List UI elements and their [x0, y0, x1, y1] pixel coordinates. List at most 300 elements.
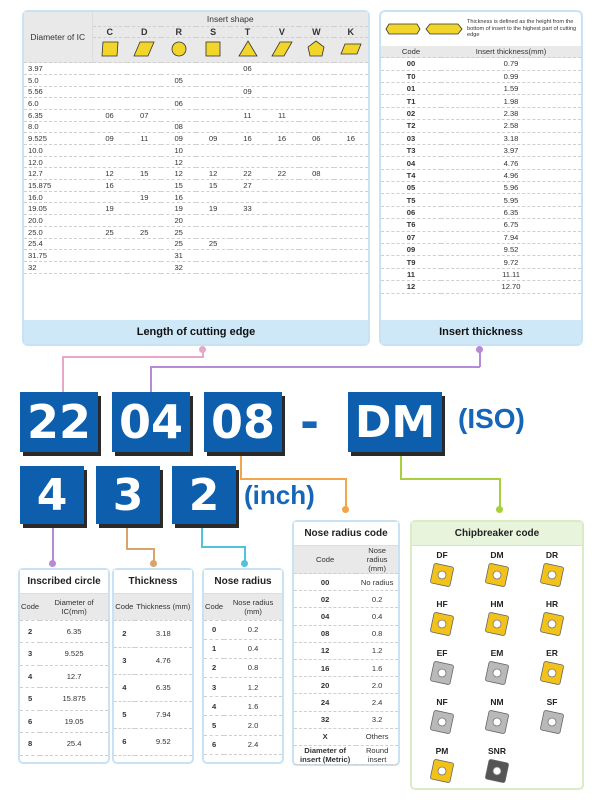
cell: [334, 145, 368, 157]
cell: [161, 63, 195, 75]
table-row: [381, 281, 581, 293]
table-row: [24, 191, 368, 203]
table-row: [20, 620, 108, 643]
shape-t-icon: [230, 38, 264, 63]
cell: [92, 261, 127, 273]
chipbreaker-code-label: EM: [490, 648, 504, 658]
cell: [299, 145, 333, 157]
code-cell: 02: [294, 591, 356, 608]
cell: 16: [92, 180, 127, 192]
cell: [196, 156, 230, 168]
chipbreaker-title: Chipbreaker code: [412, 522, 582, 546]
table-row: [24, 215, 368, 227]
cell: [265, 226, 299, 238]
chipbreaker-item-hm: [470, 597, 524, 645]
cell: [92, 63, 127, 75]
table-row: [24, 145, 368, 157]
value-cell: 6.35: [40, 620, 108, 643]
code-box-3: 08: [204, 392, 282, 452]
table-row: [20, 665, 108, 688]
chipbreaker-code-label: HM: [490, 599, 504, 609]
cell: [127, 203, 161, 215]
table-row: [381, 256, 581, 268]
cell: 16: [334, 133, 368, 145]
insert-photo-icon: [427, 609, 457, 641]
chipbreaker-item-er: [525, 646, 579, 694]
cell: [334, 215, 368, 227]
cell: 05: [161, 74, 195, 86]
insert-profile-icon: [424, 20, 464, 38]
cell: 08: [299, 168, 333, 180]
code-cell: T9: [381, 256, 441, 268]
table-row: [381, 120, 581, 132]
cell: [334, 250, 368, 262]
thickness-col-header: Insert thickness(mm): [441, 46, 581, 58]
cell: [230, 121, 264, 133]
value-cell: 5.95: [441, 194, 581, 206]
table-row: [294, 677, 398, 694]
code-cell: 16: [294, 659, 356, 676]
table-row: [24, 63, 368, 75]
table-row: [24, 121, 368, 133]
cell: [196, 191, 230, 203]
code-col-header: Code: [381, 46, 441, 58]
table-row: [381, 95, 581, 107]
code-cell: 09: [381, 244, 441, 256]
cell: 06: [230, 63, 264, 75]
code-box-dm: DM: [348, 392, 442, 452]
cell: 11: [265, 109, 299, 121]
cell: [334, 191, 368, 203]
inscribed-code-header: Code: [20, 594, 40, 620]
thickness-diagram: [381, 12, 581, 46]
shape-code-d: D: [127, 26, 161, 38]
cell: 09: [92, 133, 127, 145]
code-cell: 3: [114, 647, 135, 674]
code-cell: T3: [381, 144, 441, 156]
value-cell: 2.38: [441, 107, 581, 119]
cell: [230, 215, 264, 227]
value-cell: 1.6: [356, 659, 398, 676]
nose-inch-title: Nose radius: [204, 570, 282, 594]
chipbreaker-item-dm: [470, 548, 524, 596]
thickness-caption: Insert thickness: [381, 320, 581, 344]
cell: [334, 168, 368, 180]
table-row: [24, 238, 368, 250]
table-row: [24, 226, 368, 238]
inscribed-title: Inscribed circle: [20, 570, 108, 594]
code-cell: 04: [294, 608, 356, 625]
insert-shape-table: [24, 12, 368, 274]
insert-photo-icon: [482, 707, 512, 739]
cell: [127, 215, 161, 227]
cell: [92, 238, 127, 250]
value-cell: 4.76: [441, 157, 581, 169]
code-cell: 04: [381, 157, 441, 169]
code-cell: Diameter of insert (Metric): [294, 745, 356, 764]
shape-d-icon: [127, 38, 161, 63]
value-cell: 0.2: [356, 591, 398, 608]
cell: [265, 250, 299, 262]
diameter-cell: 8.0: [24, 121, 92, 133]
insert-photo-icon: [482, 609, 512, 641]
table-row: [20, 643, 108, 666]
insert-photo-icon: [427, 658, 457, 690]
insert-photo-icon: [427, 756, 457, 788]
cell: [92, 215, 127, 227]
table-row: [381, 107, 581, 119]
code-cell: T2: [381, 120, 441, 132]
code-cell: 3: [204, 678, 224, 697]
table-row: [204, 697, 282, 716]
shape-c-icon: [92, 38, 127, 63]
chipbreaker-code-label: NF: [436, 697, 448, 707]
value-cell: 2.0: [224, 716, 282, 735]
table-row: [24, 261, 368, 273]
nose-code-code-header: Code: [294, 546, 356, 574]
table-row: [294, 711, 398, 728]
table-row: [20, 710, 108, 733]
value-cell: 2.4: [224, 735, 282, 754]
cell: 16: [230, 133, 264, 145]
cell: [299, 109, 333, 121]
cell: 12: [196, 168, 230, 180]
value-cell: 2.58: [441, 120, 581, 132]
cell: [265, 261, 299, 273]
cell: [334, 180, 368, 192]
cell: [92, 121, 127, 133]
cell: [299, 261, 333, 273]
cell: 15: [161, 180, 195, 192]
code-cell: 6: [114, 728, 135, 755]
chipbreaker-item-hr: [525, 597, 579, 645]
code-cell: 5: [114, 701, 135, 728]
cell: [265, 180, 299, 192]
chipbreaker-code-label: DF: [436, 550, 448, 560]
cell: [127, 261, 161, 273]
thickness-note: Thickness is defined as the height from the bottom of insert to the highest part of cutting edge: [467, 18, 577, 39]
cell: 06: [299, 133, 333, 145]
chipbreaker-item-nf: [415, 695, 469, 743]
code-cell: 11: [381, 268, 441, 280]
value-cell: 0.4: [356, 608, 398, 625]
shape-code-c: C: [92, 26, 127, 38]
chipbreaker-code-label: SNR: [488, 746, 506, 756]
cell: 32: [161, 261, 195, 273]
iso-label: (ISO): [458, 403, 525, 434]
value-cell: 9.52: [135, 728, 192, 755]
value-cell: 12.70: [441, 281, 581, 293]
cell: 20: [161, 215, 195, 227]
cell: 09: [161, 133, 195, 145]
insert-thickness-panel: [379, 10, 583, 346]
table-row: [381, 70, 581, 82]
value-cell: 25.4: [40, 733, 108, 756]
cell: [196, 145, 230, 157]
code-cell: 03: [381, 132, 441, 144]
length-caption: Length of cutting edge: [24, 320, 368, 344]
diameter-cell: 19.05: [24, 203, 92, 215]
table-row: [381, 219, 581, 231]
table-row: [114, 674, 192, 701]
thickness-inch-panel: [112, 568, 194, 764]
table-row: [294, 642, 398, 659]
table-row: [204, 620, 282, 639]
cell: [265, 121, 299, 133]
shape-v-icon: [265, 38, 299, 63]
table-row: [24, 86, 368, 98]
cell: [230, 238, 264, 250]
diameter-cell: 31.75: [24, 250, 92, 262]
code-cell: 12: [381, 281, 441, 293]
cell: [230, 191, 264, 203]
shape-code-s: S: [196, 26, 230, 38]
table-row: [204, 639, 282, 658]
shape-w-icon: [299, 38, 333, 63]
table-row: [24, 203, 368, 215]
cell: [299, 238, 333, 250]
code-cell: 4: [20, 665, 40, 688]
shape-r-icon: [161, 38, 195, 63]
value-cell: 2.4: [356, 694, 398, 711]
cell: [196, 121, 230, 133]
cell: 25: [92, 226, 127, 238]
table-row: [24, 109, 368, 121]
cell: [127, 250, 161, 262]
chipbreaker-code-label: DR: [545, 550, 559, 560]
cell: [230, 145, 264, 157]
code-cell: 4: [204, 697, 224, 716]
value-cell: 1.2: [224, 678, 282, 697]
inch-label: (inch): [244, 480, 315, 510]
diameter-cell: 6.35: [24, 109, 92, 121]
diameter-cell: 6.0: [24, 98, 92, 110]
cell: 07: [127, 109, 161, 121]
table-row: [204, 658, 282, 677]
value-cell: 3.2: [356, 711, 398, 728]
cell: [196, 98, 230, 110]
table-row: [24, 156, 368, 168]
code-cell: 2: [20, 620, 40, 643]
cell: 12: [161, 168, 195, 180]
table-row: [381, 58, 581, 70]
cell: 10: [161, 145, 195, 157]
diameter-cell: 5.56: [24, 86, 92, 98]
nose-radius-inch-panel: [202, 568, 284, 764]
shape-code-k: K: [334, 26, 368, 38]
code-cell: T0: [381, 70, 441, 82]
cell: [299, 226, 333, 238]
chipbreaker-item-sf: [525, 695, 579, 743]
value-cell: 6.35: [135, 674, 192, 701]
value-cell: 1.98: [441, 95, 581, 107]
chipbreaker-code-label: ER: [546, 648, 558, 658]
code-cell: 20: [294, 677, 356, 694]
insert-photo-icon: [482, 658, 512, 690]
code-cell: T6: [381, 219, 441, 231]
nose-code-title: Nose radius code: [294, 522, 398, 546]
value-cell: 19.05: [40, 710, 108, 733]
code-cell: 2: [114, 620, 135, 647]
chipbreaker-code-label: HF: [436, 599, 448, 609]
cell: [161, 109, 195, 121]
value-cell: 9.52: [441, 244, 581, 256]
cell: [92, 74, 127, 86]
table-row: [294, 745, 398, 764]
cell: [127, 121, 161, 133]
cell: [196, 215, 230, 227]
code-box-1: 22: [20, 392, 98, 452]
value-cell: 9.72: [441, 256, 581, 268]
nose-inch-code-header: Code: [204, 594, 224, 620]
code-cell: T1: [381, 95, 441, 107]
value-cell: 0.99: [441, 70, 581, 82]
code-dash: -: [300, 395, 320, 449]
cell: [265, 63, 299, 75]
table-row: [24, 133, 368, 145]
nose-inch-value-header: Nose radius (mm): [224, 594, 282, 620]
cell: 27: [230, 180, 264, 192]
table-row: [381, 206, 581, 218]
table-row: [204, 735, 282, 754]
code-cell: 32: [294, 711, 356, 728]
table-row: [24, 250, 368, 262]
cell: 19: [92, 203, 127, 215]
cell: 08: [161, 121, 195, 133]
cell: [196, 86, 230, 98]
value-cell: Round insert: [356, 745, 398, 764]
code-box-2: 04: [112, 392, 190, 452]
cell: [92, 145, 127, 157]
value-cell: 3.18: [441, 132, 581, 144]
shape-code-r: R: [161, 26, 195, 38]
code-cell: 4: [114, 674, 135, 701]
cell: 22: [230, 168, 264, 180]
code-cell: 6: [204, 735, 224, 754]
diameter-cell: 5.0: [24, 74, 92, 86]
chipbreaker-item-hf: [415, 597, 469, 645]
diameter-cell: 9.525: [24, 133, 92, 145]
cell: 25: [127, 226, 161, 238]
code-cell: 5: [20, 688, 40, 711]
shape-code-v: V: [265, 26, 299, 38]
diameter-cell: 15.875: [24, 180, 92, 192]
thickness-inch-table: [114, 594, 192, 756]
cell: [230, 98, 264, 110]
table-row: [24, 180, 368, 192]
value-cell: No radius: [356, 574, 398, 591]
table-row: [20, 688, 108, 711]
code-cell: 02: [381, 107, 441, 119]
value-cell: 6.35: [441, 206, 581, 218]
cell: [127, 145, 161, 157]
cell: [334, 203, 368, 215]
table-row: [381, 144, 581, 156]
cell: [334, 261, 368, 273]
cell: 16: [161, 191, 195, 203]
code-cell: T4: [381, 169, 441, 181]
table-row: [24, 98, 368, 110]
table-row: [294, 694, 398, 711]
cell: [299, 121, 333, 133]
cell: [265, 215, 299, 227]
table-row: [381, 157, 581, 169]
cell: 25: [161, 238, 195, 250]
value-cell: 0.8: [356, 625, 398, 642]
inscribed-value-header: Diameter of IC(mm): [40, 594, 108, 620]
code-cell: 05: [381, 182, 441, 194]
cell: [127, 238, 161, 250]
cell: [230, 250, 264, 262]
table-row: [381, 182, 581, 194]
cell: 19: [196, 203, 230, 215]
value-cell: 0.79: [441, 58, 581, 70]
inch-box-3: 2: [172, 466, 236, 524]
code-cell: 06: [381, 206, 441, 218]
code-cell: 1: [204, 639, 224, 658]
cell: [196, 226, 230, 238]
cell: [334, 86, 368, 98]
value-cell: 6.75: [441, 219, 581, 231]
code-cell: 2: [204, 658, 224, 677]
chipbreaker-code-label: PM: [435, 746, 449, 756]
cell: [230, 156, 264, 168]
value-cell: 4.76: [135, 647, 192, 674]
chipbreaker-item-snr: [470, 744, 524, 792]
table-row: [294, 659, 398, 676]
cell: 33: [230, 203, 264, 215]
cell: 06: [92, 109, 127, 121]
cell: [265, 74, 299, 86]
cell: [265, 145, 299, 157]
table-row: [114, 647, 192, 674]
chipbreaker-code-label: DM: [490, 550, 504, 560]
value-cell: 5.96: [441, 182, 581, 194]
table-row: [381, 82, 581, 94]
chipbreaker-item-nm: [470, 695, 524, 743]
cell: [334, 121, 368, 133]
code-cell: 3: [20, 643, 40, 666]
cell: [334, 74, 368, 86]
shape-k-icon: [334, 38, 368, 63]
cell: [161, 86, 195, 98]
cell: [265, 238, 299, 250]
value-cell: 0.4: [224, 639, 282, 658]
table-row: [381, 132, 581, 144]
cell: 25: [196, 238, 230, 250]
code-cell: 5: [204, 716, 224, 735]
thickness-inch-code-header: Code: [114, 594, 135, 620]
code-cell: 00: [381, 58, 441, 70]
value-cell: 9.525: [40, 643, 108, 666]
code-cell: 01: [381, 82, 441, 94]
value-cell: 0.2: [224, 620, 282, 639]
code-cell: 6: [20, 710, 40, 733]
cell: [299, 215, 333, 227]
diameter-header: Diameter of IC: [24, 12, 92, 63]
code-cell: 00: [294, 574, 356, 591]
code-cell: 07: [381, 231, 441, 243]
nose-code-table: [294, 546, 398, 765]
cell: [127, 180, 161, 192]
table-row: [294, 625, 398, 642]
table-row: [204, 678, 282, 697]
table-row: [381, 244, 581, 256]
insert-photo-icon: [427, 560, 457, 592]
cell: [334, 98, 368, 110]
cell: [127, 86, 161, 98]
cell: [265, 156, 299, 168]
